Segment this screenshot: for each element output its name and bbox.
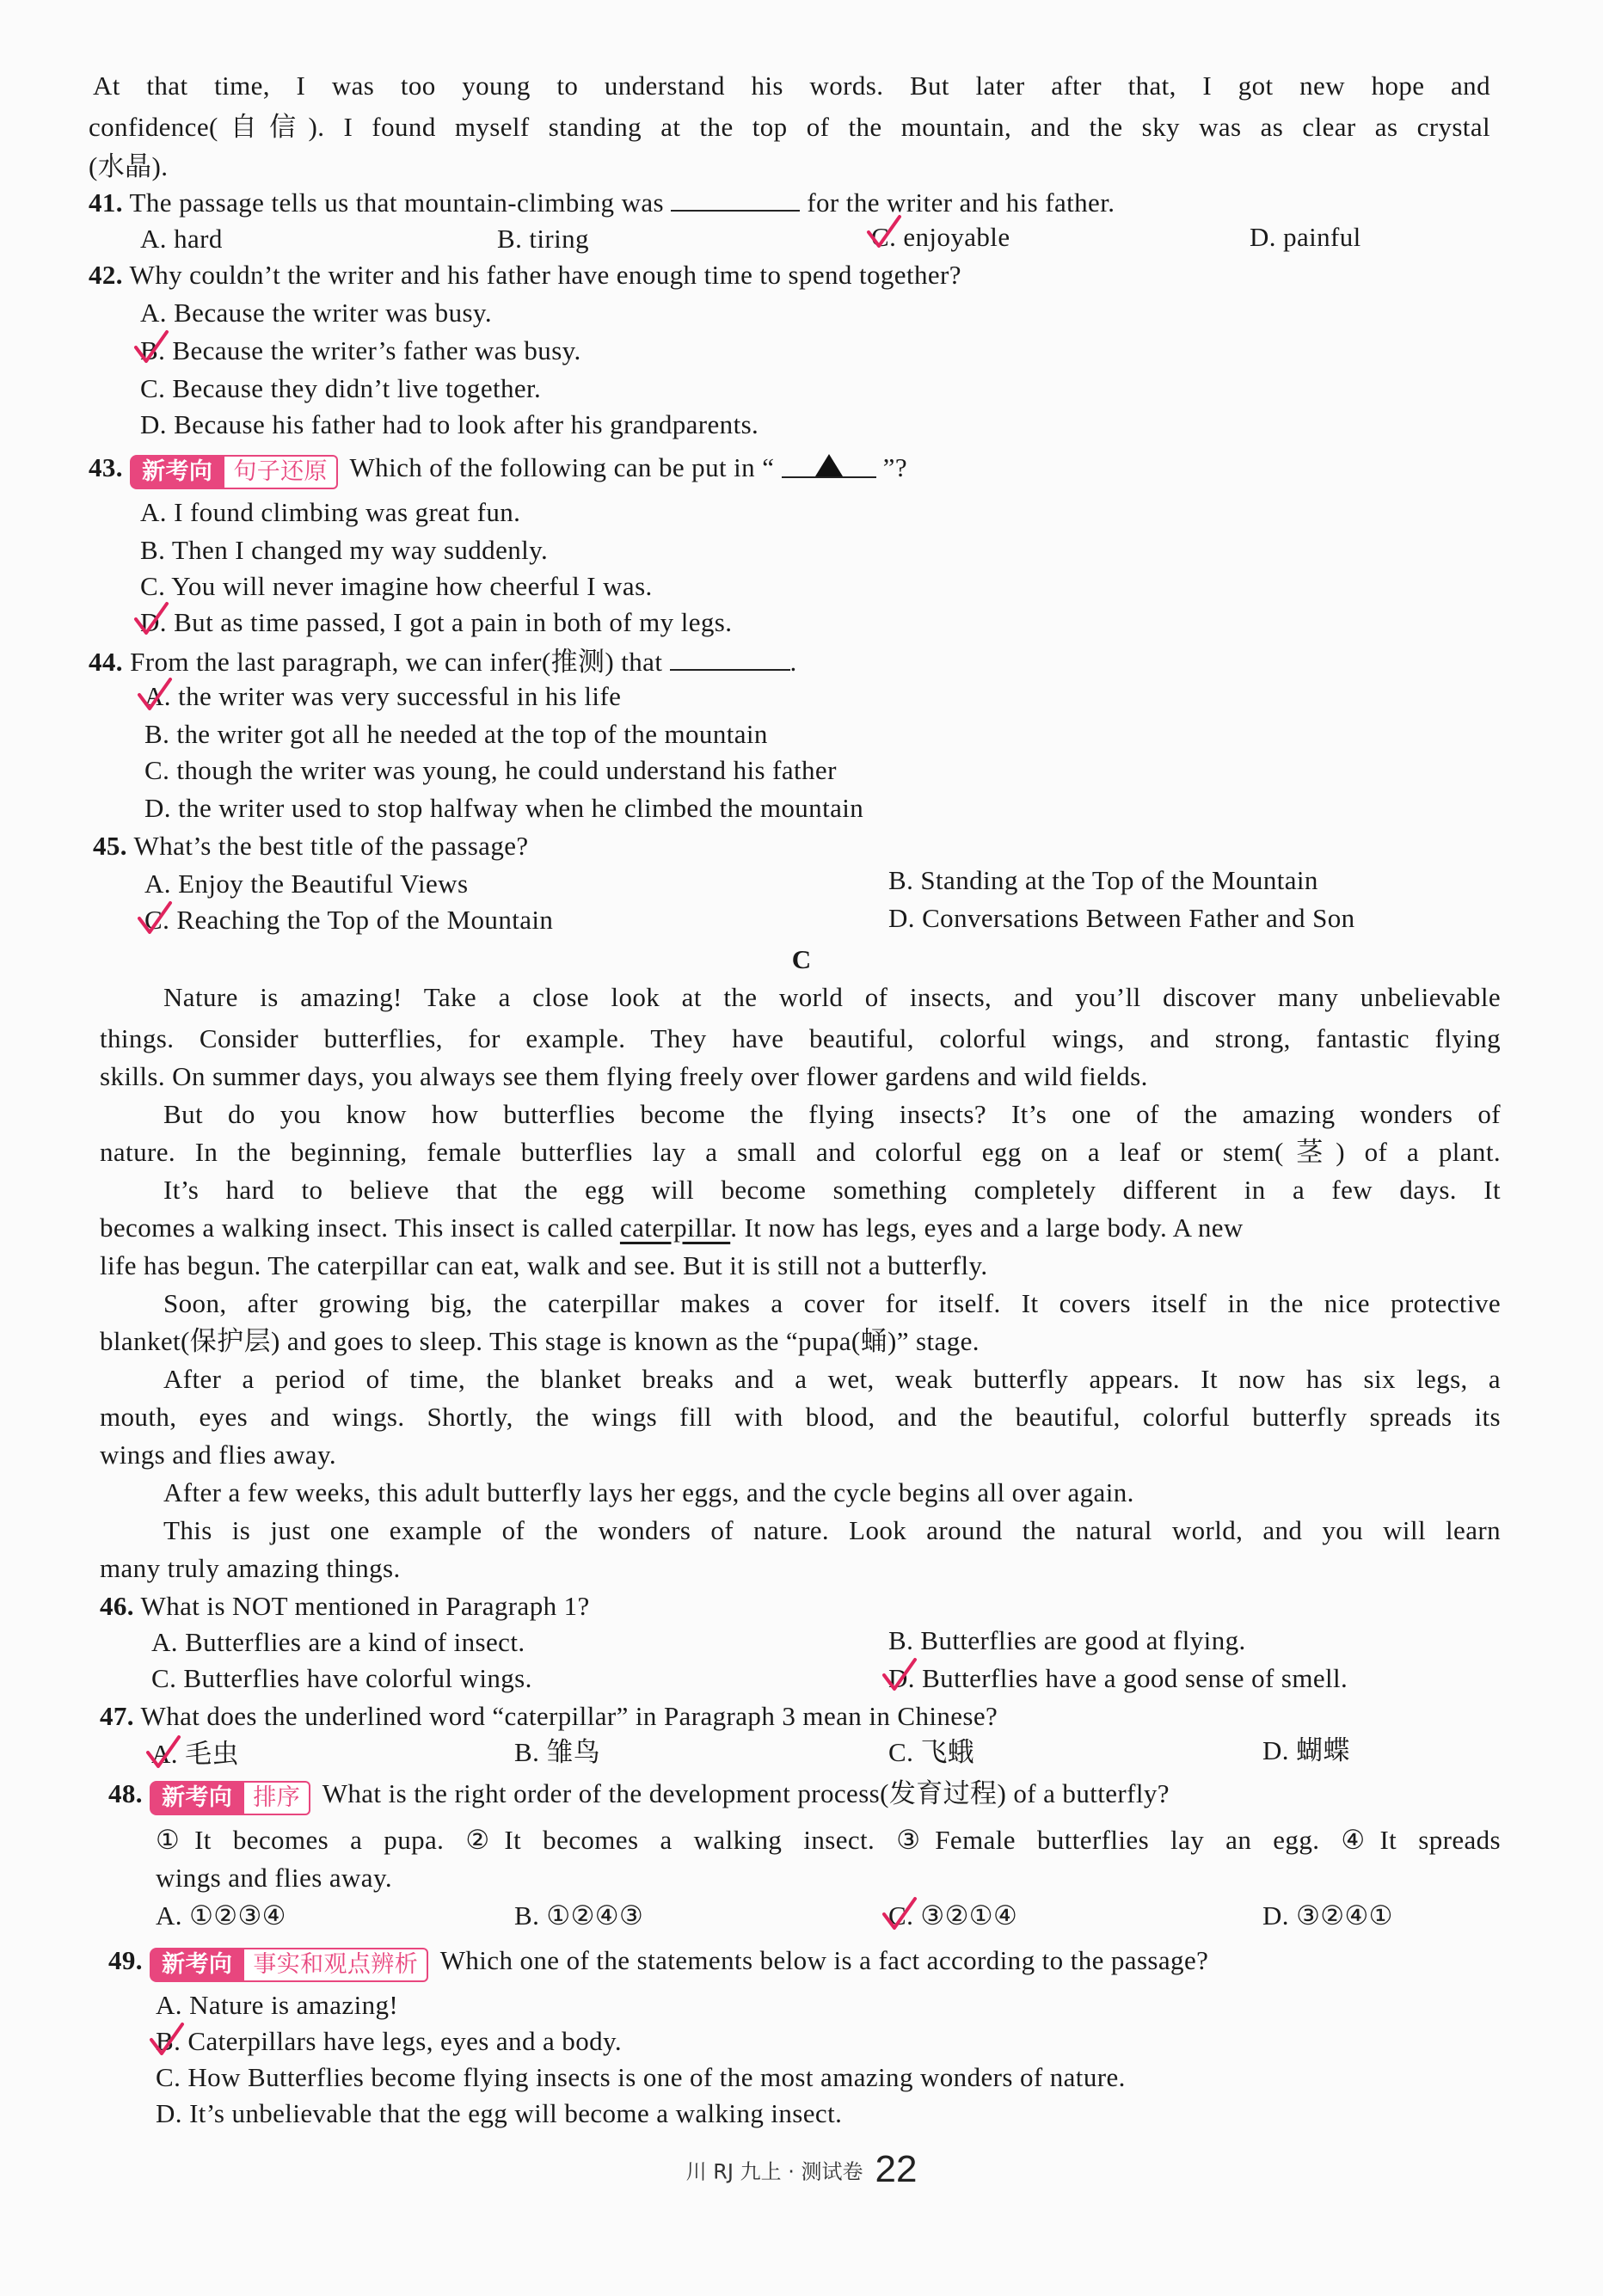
option-b: B. 雏鸟 [514,1737,601,1767]
passage-c-line: nature. In the beginning, female butterflies lay a small and colorful egg on a leaf or stem(茎) of a plant. [100,1137,1501,1167]
question-stem: What’s the best title of the passage? [133,831,529,861]
check-mark-icon [144,1734,182,1771]
option-c: C. Because they didn’t live together. [140,373,542,403]
question-number: 47. [100,1701,134,1731]
question-stem-end: ”? [882,452,907,482]
option-b: B. Standing at the Top of the Mountain [888,865,1318,895]
passage-b-line-1: At that time, I was too young to understand his words. But later after that, I got new hope and [93,71,1490,101]
question-46 [100,1589,590,1624]
footer-label: 川 RJ 九上 · 测试卷 [685,2159,863,2184]
option-b: B. Caterpillars have legs, eyes and a body. [156,2026,623,2056]
question-stem: Why couldn’t the writer and his father have enough time to spend together? [129,260,961,290]
option-d: D. It’s unbelievable that the egg will become a walking insect. [156,2098,843,2128]
question-stem: What is NOT mentioned in Paragraph 1? [140,1591,590,1621]
question-43 [89,451,907,488]
passage-c-line [100,1211,1501,1245]
answer-blank [782,451,876,478]
option-c: C. How Butterflies become flying insects is one of the most amazing wonders of nature. [156,2062,1126,2092]
question-stem: Which one of the statements below is a fact according to the passage? [439,1945,1209,1975]
tag-label: 新考向 [130,455,224,489]
option-c: C. ③②①④ [888,1900,1018,1931]
passage-c-line: mouth, eyes and wings. Shortly, the wings fill with blood, and the beautiful, colorful butterfly spreads its [100,1402,1501,1432]
passage-c-line: It’s hard to believe that the egg will become something completely different in a few days. It [163,1175,1501,1205]
question-stem: Which of the following can be put in “ [349,452,775,482]
option-a: A. hard [140,224,223,254]
question-47 [100,1699,998,1734]
tag-label: 新考向 [150,1781,244,1815]
option-d: D. ③②④① [1262,1900,1393,1931]
option-b: B. Then I changed my way suddenly. [140,535,549,565]
question-number: 42. [89,260,123,290]
option-d: D. Conversations Between Father and Son [888,903,1355,933]
question-42 [89,258,961,292]
question-number: 46. [100,1591,134,1621]
passage-text: becomes a walking insect. This insect is called [100,1212,613,1243]
question-number: 45. [93,831,127,861]
passage-c-line: things. Consider butterflies, for example. They have beautiful, colorful wings, and strong, fantastic flying [100,1023,1501,1053]
sequence-statements-end: wings and flies away. [156,1863,392,1893]
passage-c-line: After a few weeks, this adult butterfly lays her eggs, and the cycle begins all over again. [163,1477,1134,1507]
tag-type: 句子还原 [224,455,338,489]
option-b: B. the writer got all he needed at the top of the mountain [144,719,768,749]
option-a: A. 毛虫 [151,1739,239,1769]
tag-type: 事实和观点辨析 [244,1948,428,1982]
option-d: D. Because his father had to look after his grandparents. [140,409,759,439]
option-a: A. I found climbing was great fun. [140,497,521,527]
question-stem: The passage tells us that mountain-climbing was [129,187,664,218]
passage-c-line: Nature is amazing! Take a close look at the world of insects, and you’ll discover many unbelievable [163,982,1501,1012]
option-c: C. You will never imagine how cheerful I was. [140,571,653,601]
question-44 [89,643,797,679]
check-mark-icon [865,213,903,251]
question-48 [108,1777,1170,1814]
option-b: B. ①②④③ [514,1900,644,1931]
check-mark-icon [881,1656,918,1694]
question-stem: From the last paragraph, we can infer(推测) that [130,647,663,677]
question-stem: What does the underlined word “caterpillar” in Paragraph 3 mean in Chinese? [140,1701,998,1731]
option-c: C. enjoyable [871,222,1010,252]
question-number: 41. [89,187,123,218]
option-d: D. But as time passed, I got a pain in both of my legs. [140,607,733,637]
question-number: 48. [108,1778,143,1808]
passage-b-line-2: confidence(自信). I found myself standing at the top of the mountain, and the sky was as clear as crystal [89,112,1490,142]
option-a: A. Nature is amazing! [156,1990,399,2020]
option-a: A. Because the writer was busy. [140,298,492,328]
passage-c-line: life has begun. The caterpillar can eat, walk and see. But it is still not a butterfly. [100,1250,988,1280]
question-45 [93,829,529,863]
option-d: D. Butterflies have a good sense of smell. [888,1663,1348,1693]
tag-type: 排序 [244,1781,310,1815]
question-49 [108,1943,1208,1980]
option-c: C. 飞蛾 [888,1737,975,1767]
triangle-icon [815,454,843,476]
question-41 [89,184,1115,220]
check-mark-icon [881,1895,918,1933]
passage-c-line: wings and flies away. [100,1440,336,1470]
sequence-statements: ①It becomes a pupa. ②It becomes a walking insect. ③Female butterflies lay an egg. ④It spreads [156,1825,1501,1855]
option-b: B. Butterflies are good at flying. [888,1625,1246,1655]
answer-blank [671,184,800,212]
passage-c-line: many truly amazing things. [100,1553,401,1583]
page-number: 22 [875,2148,918,2190]
option-d: D. 蝴蝶 [1262,1735,1350,1765]
question-number: 44. [89,647,123,677]
passage-c-line: Soon, after growing big, the caterpillar makes a cover for itself. It covers itself in the nice protective [163,1288,1501,1318]
option-a: A. Enjoy the Beautiful Views [144,869,469,899]
question-stem-end: . [789,647,797,677]
underlined-word: caterpillar [619,1212,731,1243]
check-mark-icon [136,899,174,937]
passage-c-line: skills. On summer days, you always see them flying freely over flower gardens and wild fields. [100,1061,1148,1091]
answer-blank [670,643,790,671]
question-number: 49. [108,1945,143,1975]
option-a: A. ①②③④ [156,1900,286,1931]
section-heading: C [791,944,812,974]
page-footer [0,2148,1603,2191]
passage-c-line: But do you know how butterflies become the flying insects? It’s one of the amazing wonders of [163,1099,1501,1129]
option-b: B. tiring [497,224,589,254]
passage-c-line: This is just one example of the wonders of nature. Look around the natural world, and you will learn [163,1515,1501,1545]
check-mark-icon [148,2021,186,2059]
option-a: A. the writer was very successful in his life [144,681,622,711]
check-mark-icon [136,676,174,714]
check-mark-icon [132,328,170,366]
option-c: C. Reaching the Top of the Mountain [144,905,554,935]
new-trend-tag [150,1946,428,1980]
passage-c-line: After a period of time, the blanket breaks and a wet, weak butterfly appears. It now has six legs, a [163,1364,1501,1394]
tag-label: 新考向 [150,1948,244,1982]
passage-b-line-3: (水晶). [89,151,169,181]
option-b: B. Because the writer’s father was busy. [140,335,581,365]
option-a: A. Butterflies are a kind of insect. [151,1627,525,1657]
check-mark-icon [132,600,170,638]
option-d: D. the writer used to stop halfway when he climbed the mountain [144,793,864,823]
question-stem: What is the right order of the development process(发育过程) of a butterfly? [322,1778,1170,1808]
option-c: C. though the writer was young, he could understand his father [144,755,837,785]
option-c: C. Butterflies have colorful wings. [151,1663,532,1693]
new-trend-tag [130,453,338,488]
passage-c-line: blanket(保护层) and goes to sleep. This stage is known as the “pupa(蛹)” stage. [100,1326,980,1356]
new-trend-tag [150,1779,310,1814]
question-stem-end: for the writer and his father. [807,187,1115,218]
option-d: D. painful [1250,222,1361,252]
passage-text: . It now has legs, eyes and a large body. A new [730,1212,1244,1243]
question-number: 43. [89,452,123,482]
